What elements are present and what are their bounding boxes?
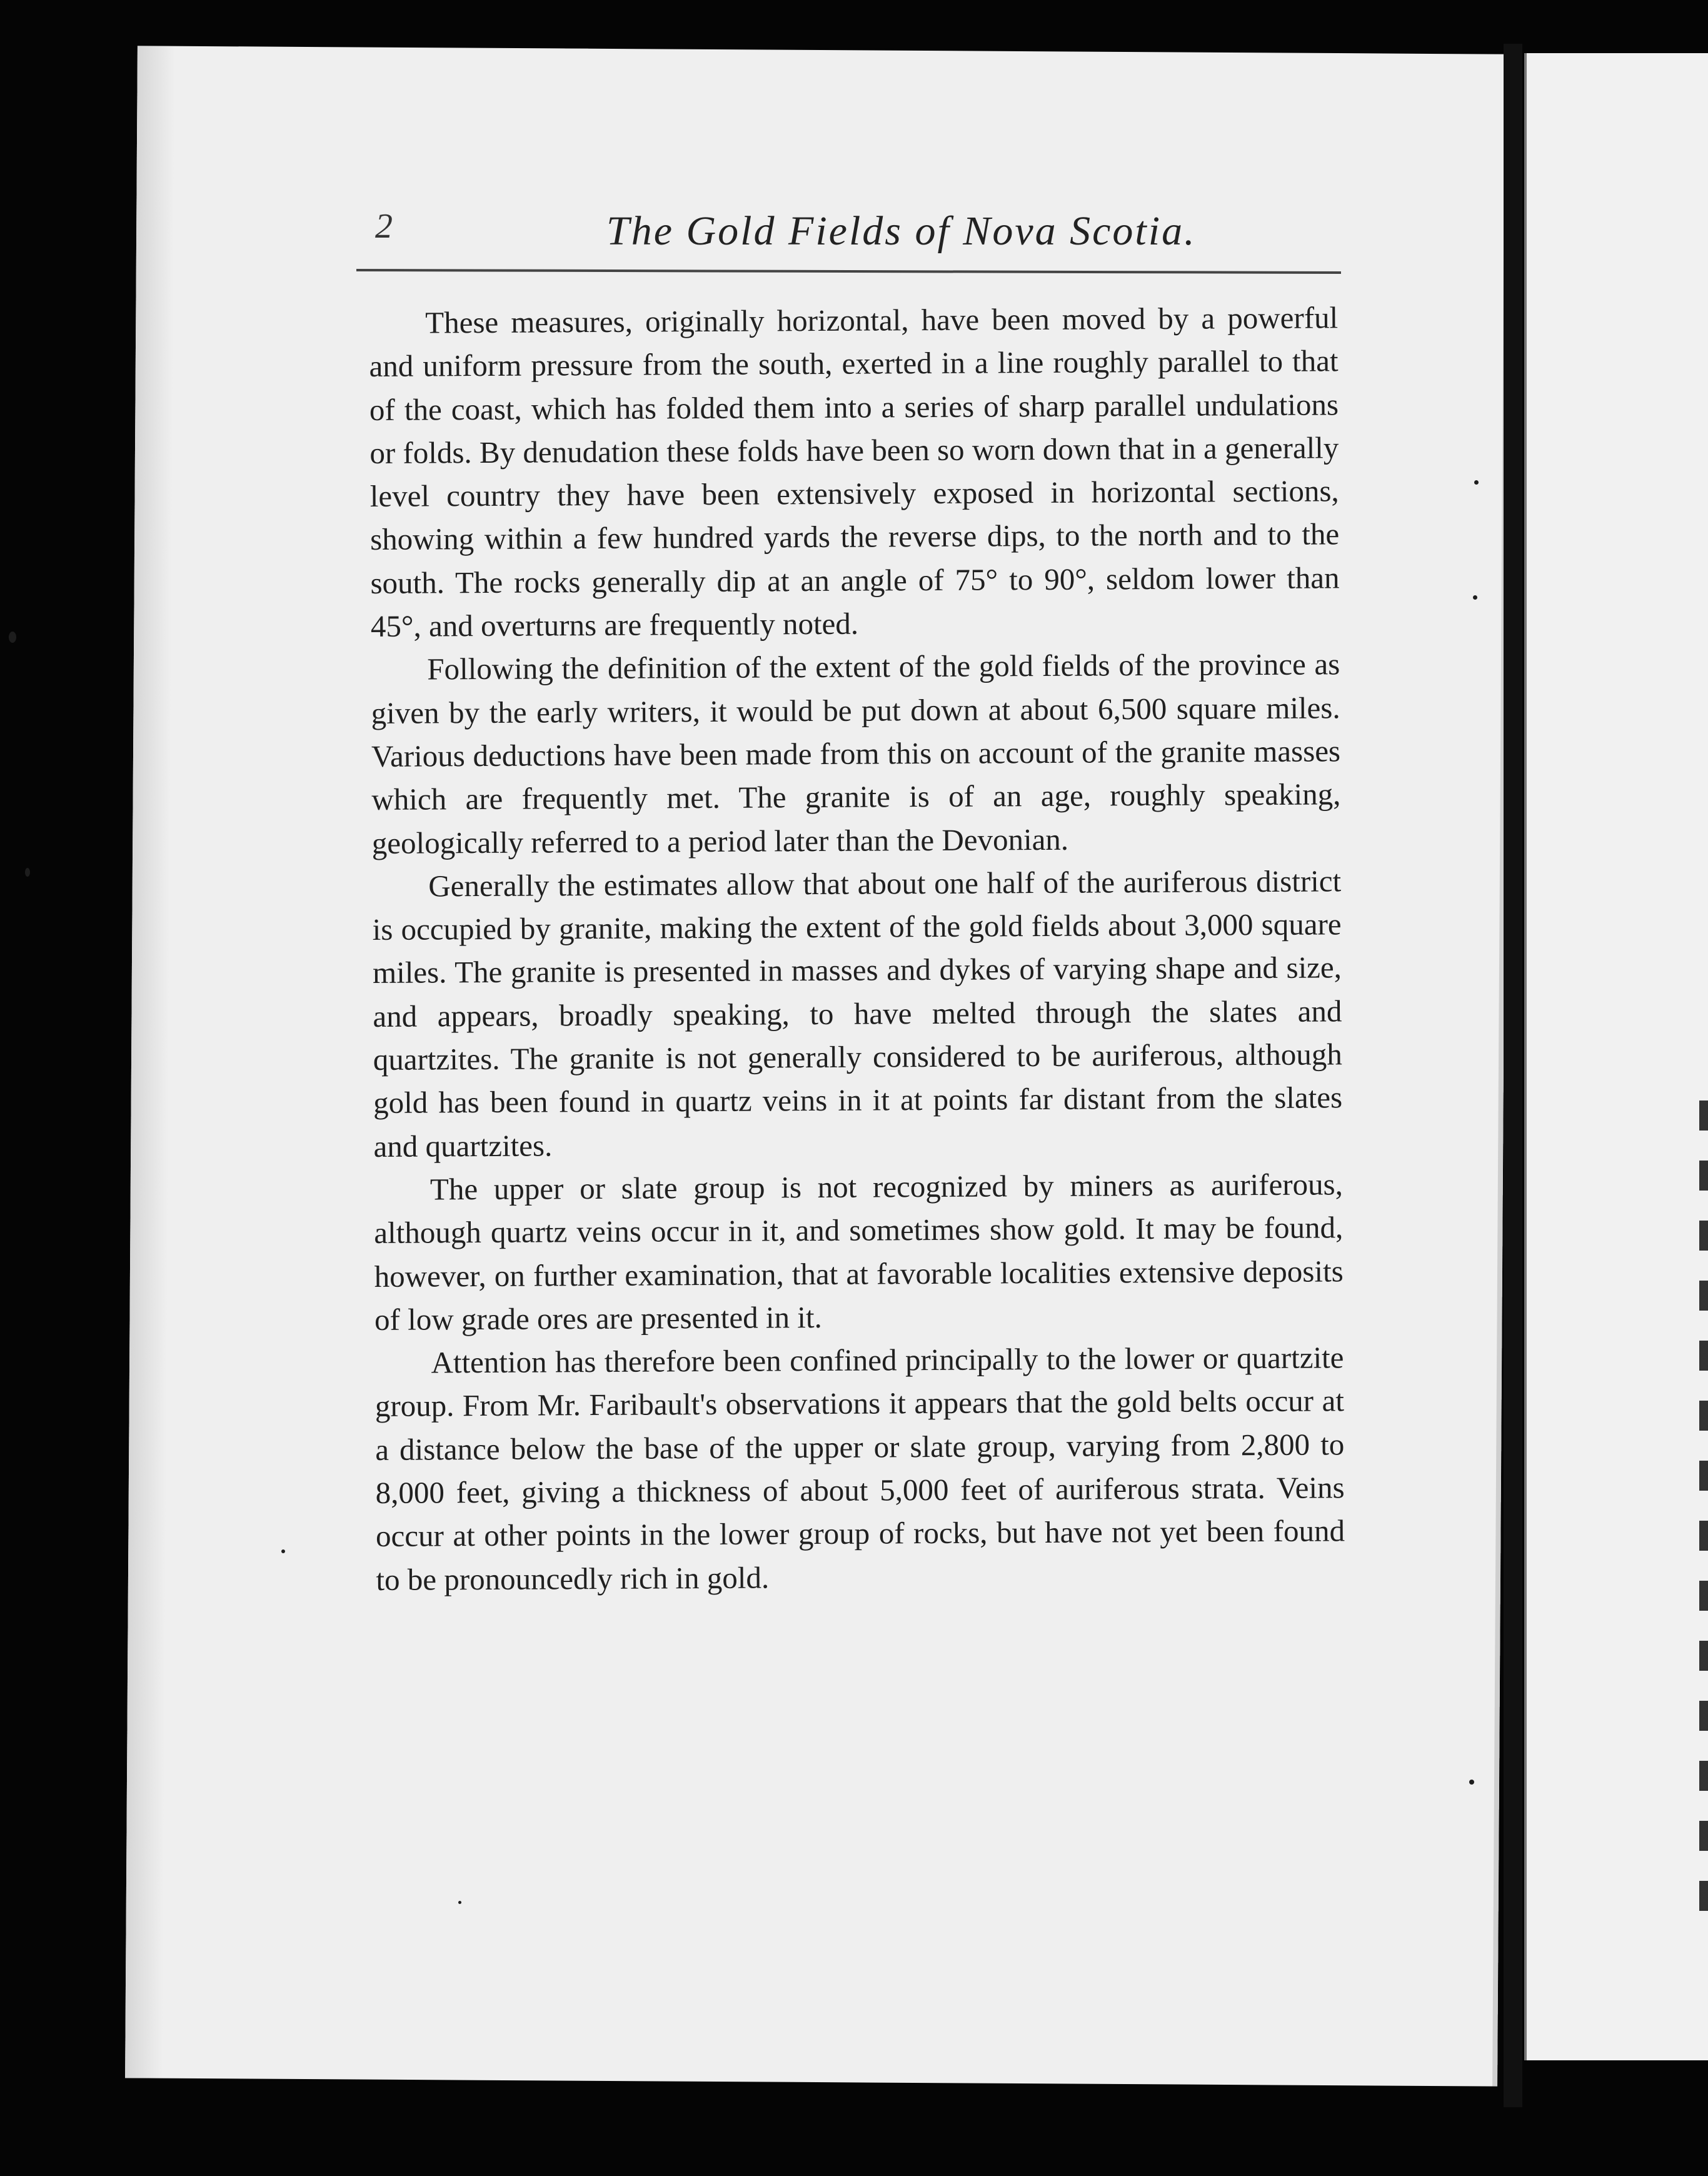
book-gutter — [1504, 44, 1522, 2107]
paragraph-2: Following the definition of the extent of the gold fields of the province as given by the early writers, it would be put down at about 6,500 square miles. Various deductions have been made from this on account of the granite masses which are frequently met. The granite is of an age, roughly speaking, geologically referred to a period later than the Devonian. — [371, 647, 1341, 860]
dust-speck — [281, 1549, 285, 1553]
body-text — [369, 296, 1345, 1601]
dust-speck — [1473, 595, 1477, 600]
paragraph-1: These measures, originally horizontal, have been moved by a powerful and uniform pressure from the south, exerted in a line roughly parallel to that of the coast, which has folded them into a series of sharp parallel undulations or folds. By denudation these folds have been so worn down that in a generally level country they have been extensively exposed in horizontal sections, showing within a few hundred yards the reverse dips, to the north and to the south. The rocks generally dip at an angle of 75° to 90°, seldom lower than 45°, and overturns are frequently noted. — [369, 300, 1340, 644]
dust-speck — [9, 632, 16, 643]
page-number: 2 — [375, 207, 393, 246]
dust-speck — [25, 868, 30, 877]
facing-page-text-fragments — [1699, 1101, 1708, 1932]
paragraph-3: Generally the estimates allow that about one half of the auriferous district is occupied by granite, making the extent of the gold fields about 3,000 square miles. The granite is presented in masses and dykes of varying shape and size, and appears, broadly speaking, to have melted through the slates and quartzites. The granite is not generally considered to be auriferous, although gold has been found in quartz veins in it at points far distant from the slates and quartzites. — [372, 864, 1343, 1164]
dust-speck — [1474, 480, 1479, 485]
page-header — [244, 194, 1344, 269]
dust-speck — [1469, 1780, 1474, 1785]
paragraph-5: Attention has therefore been confined principally to the lower or quartzite group. From Mr. Faribault's observations it appears that the gold belts occur at a distance below the base of the upper or slate group, varying from 2,800 to 8,000 feet, giving a thickness of about 5,000 feet of auriferous strata. Veins occur at other points in the lower group of rocks, but have not yet been found to be pronouncedly rich in gold. — [374, 1340, 1345, 1597]
running-title: The Gold Fields of Nova Scotia. — [606, 208, 1197, 254]
paragraph-4: The upper or slate group is not recognized by miners as auriferous, although quartz veins occur in it, and sometimes show gold. It may be found, however, on further examination, that at favorable localities extensive deposits of low grade ores are presented in it. — [374, 1167, 1344, 1337]
dust-speck — [458, 1901, 461, 1904]
book-page-right-edge — [1524, 53, 1708, 2060]
